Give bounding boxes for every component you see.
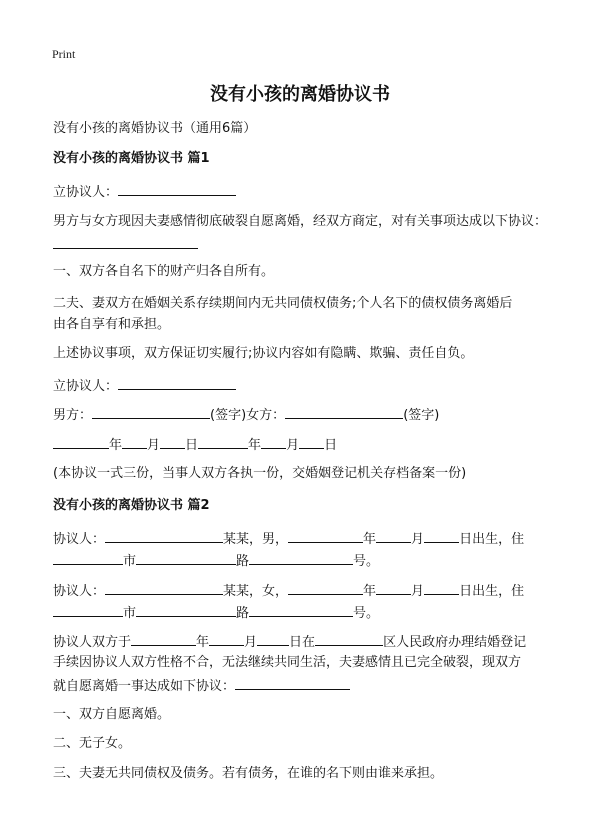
s1-signature-line	[53, 403, 439, 427]
party-label: 立协议人：	[53, 379, 119, 394]
year-label: 年	[363, 584, 377, 599]
month-label: 月	[411, 584, 425, 599]
road-label: 路	[236, 606, 250, 621]
print-link[interactable]: Print	[52, 47, 76, 61]
para-text: 协议人双方于	[53, 635, 132, 650]
blank-field	[288, 579, 363, 595]
blank-field	[424, 527, 459, 543]
blank-field	[235, 674, 350, 690]
month-label: 月	[411, 532, 425, 547]
female-label: 女方：	[246, 408, 286, 423]
s1-intro: 男方与女方现因夫妻感情彻底破裂自愿离婚，经双方商定，对有关事项达成以下协议：	[53, 214, 548, 229]
blank-field	[261, 433, 286, 449]
s1-guarantee: 上述协议事项，双方保证切实履行;协议内容如有隐瞒、欺骗、责任自负。	[53, 346, 474, 361]
month-label: 月	[286, 438, 300, 453]
blank-field	[105, 527, 223, 543]
s1-item2-line2: 由各自享有和承担。	[53, 317, 171, 332]
s1-note: (本协议一式三份，当事人双方各执一份，交婚姻登记机关存档备案一份)	[53, 466, 467, 481]
blank-field	[53, 549, 123, 565]
city-label: 市	[123, 606, 137, 621]
blank-field	[122, 433, 147, 449]
blank-field	[249, 549, 353, 565]
s2-para-line2: 手续因协议人双方性格不合，无法继续共同生活，夫妻感情且已完全破裂，现双方	[53, 655, 522, 670]
number-label: 号。	[353, 554, 380, 569]
blank-field	[131, 630, 196, 646]
number-label: 号。	[353, 606, 380, 621]
s2-female-address	[53, 601, 379, 625]
s2-item1: 一、双方自愿离婚。	[53, 707, 171, 722]
blank-field	[288, 527, 363, 543]
blank-field	[257, 630, 289, 646]
blank-field	[376, 527, 411, 543]
section1-heading: 没有小孩的离婚协议书 篇1	[53, 151, 210, 166]
s1-party-line2	[53, 374, 236, 398]
blank-field	[53, 433, 109, 449]
blank-field	[53, 233, 198, 249]
blank-field	[105, 579, 223, 595]
blank-field	[198, 433, 248, 449]
blank-field	[376, 579, 411, 595]
s1-intro-blank	[53, 233, 198, 257]
blank-field	[160, 433, 185, 449]
blank-field	[136, 549, 236, 565]
s2-male-address	[53, 549, 379, 573]
s2-item3: 三、夫妻无共同债权及债务。若有债务，在谁的名下则由谁来承担。	[53, 766, 444, 781]
female-line-text: 某某，女，	[223, 584, 289, 599]
party-label: 立协议人：	[53, 185, 119, 200]
blank-field	[424, 579, 459, 595]
blank-field	[249, 601, 353, 617]
day-label: 日	[324, 438, 338, 453]
s1-item1: 一、双方各自名下的财产归各自所有。	[53, 264, 275, 279]
blank-field	[118, 180, 236, 196]
blank-field	[209, 630, 244, 646]
blank-field	[315, 630, 383, 646]
s2-para-line1	[53, 630, 526, 654]
year-label: 年	[196, 635, 210, 650]
s2-para-line3	[53, 674, 350, 698]
blank-field	[299, 433, 324, 449]
s1-item2-line1: 二夫、妻双方在婚姻关系存续期间内无共同债权债务;个人名下的债权债务离婚后	[53, 296, 513, 311]
subtitle: 没有小孩的离婚协议书（通用6篇）	[53, 121, 257, 136]
male-line-text: 某某，男，	[223, 532, 289, 547]
section2-heading: 没有小孩的离婚协议书 篇2	[53, 498, 210, 513]
para-text: 区人民政府办理结婚登记	[383, 635, 527, 650]
male-label: 男方：	[53, 408, 93, 423]
year-label: 年	[248, 438, 262, 453]
document-title: 没有小孩的离婚协议书	[210, 84, 390, 105]
blank-field	[53, 601, 123, 617]
sign-label: (签字)	[210, 408, 247, 423]
blank-field	[92, 403, 210, 419]
s2-male-line	[53, 527, 524, 551]
day-label: 日	[185, 438, 199, 453]
party-label: 协议人：	[53, 532, 106, 547]
road-label: 路	[236, 554, 250, 569]
s1-date-line	[53, 433, 337, 457]
month-label: 月	[147, 438, 161, 453]
year-label: 年	[363, 532, 377, 547]
blank-field	[285, 403, 403, 419]
blank-field	[118, 374, 236, 390]
s2-item2: 二、无子女。	[53, 736, 132, 751]
s1-party-line	[53, 180, 236, 204]
born-label: 日出生，住	[459, 584, 525, 599]
party-label: 协议人：	[53, 584, 106, 599]
city-label: 市	[123, 554, 137, 569]
s2-female-line	[53, 579, 524, 603]
month-label: 月	[244, 635, 258, 650]
para-text: 就自愿离婚一事达成如下协议：	[53, 679, 236, 694]
blank-field	[136, 601, 236, 617]
para-text: 日在	[289, 635, 316, 650]
sign-label: (签字)	[403, 408, 440, 423]
year-label: 年	[109, 438, 123, 453]
born-label: 日出生，住	[459, 532, 525, 547]
